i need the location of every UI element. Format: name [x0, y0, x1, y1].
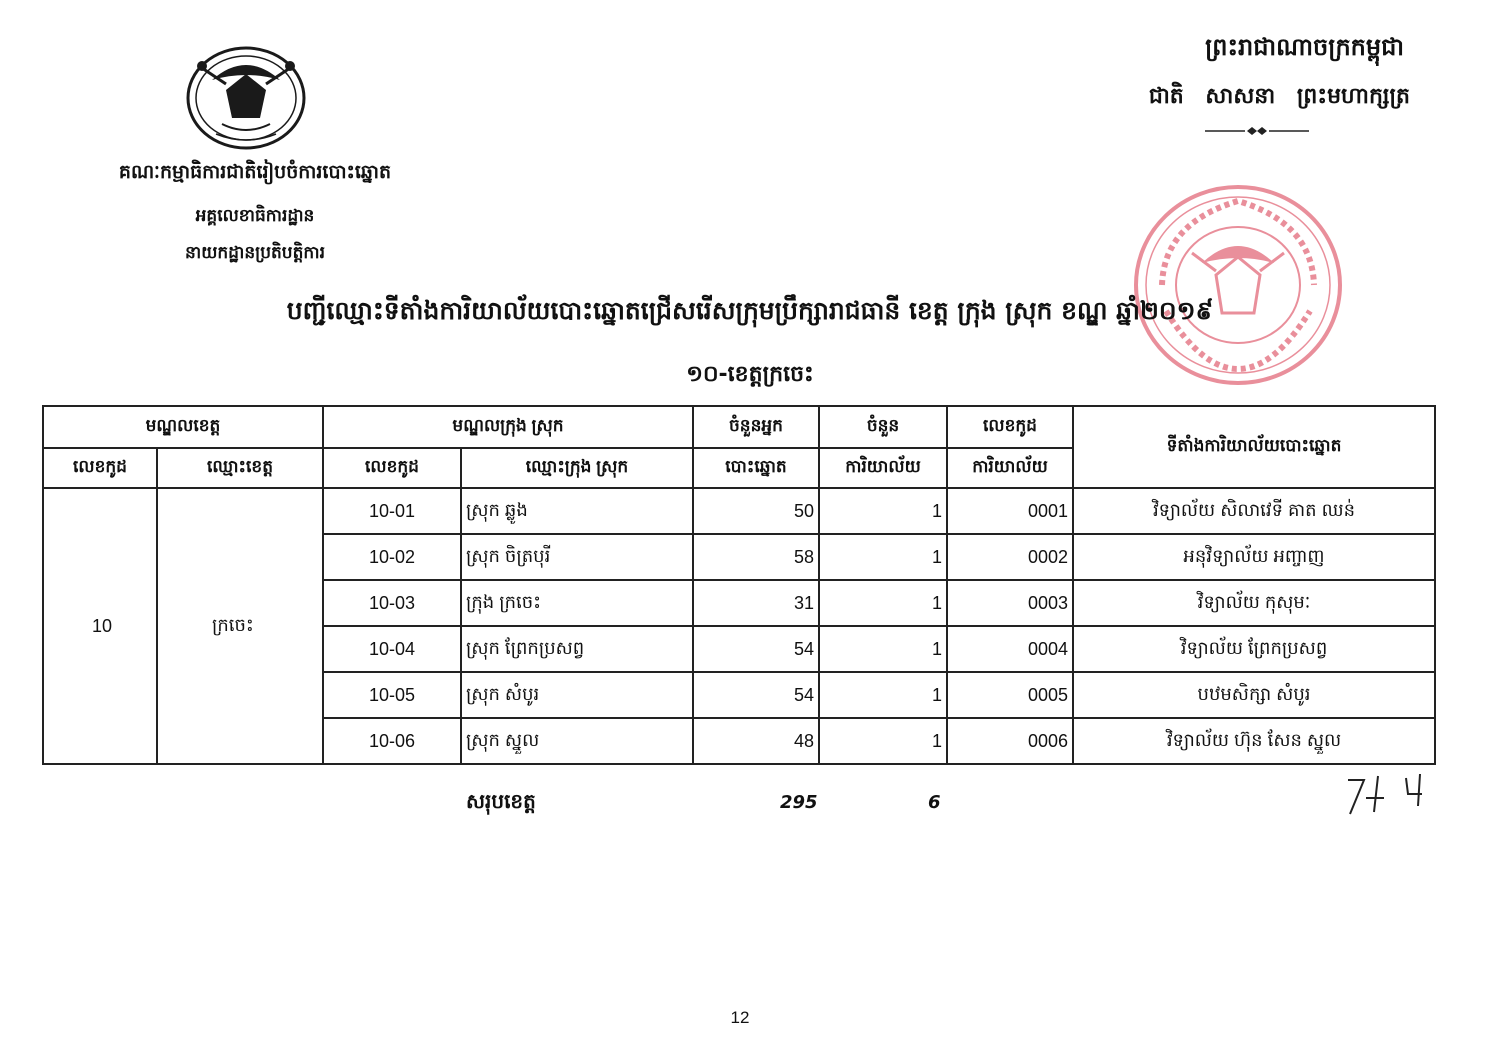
province-total-label: សរុបខេត្ត [466, 789, 536, 813]
voters-cell: 48 [693, 718, 819, 764]
header-offices-line2: ការិយាល័យ [819, 448, 947, 488]
header-district-code: លេខកូដ [323, 448, 461, 488]
province-code-cell: 10 [43, 488, 157, 764]
district-code-cell: 10-04 [323, 626, 461, 672]
header-district-center: មណ្ឌលក្រុង ស្រុក [323, 406, 693, 448]
header-office-code-line2: ការិយាល័យ [947, 448, 1073, 488]
offices-cell: 1 [819, 626, 947, 672]
office-code-cell: 0002 [947, 534, 1073, 580]
signature-initials-icon [1340, 768, 1430, 820]
nec-logo-icon [182, 40, 310, 152]
voters-cell: 58 [693, 534, 819, 580]
location-cell: អនុវិទ្យាល័យ អញ្ចាញ [1073, 534, 1435, 580]
district-name-cell: ស្រុក ព្រែកប្រសព្វ [461, 626, 693, 672]
offices-cell: 1 [819, 534, 947, 580]
org-name: គណៈកម្មាធិការជាតិរៀបចំការបោះឆ្នោត [118, 161, 392, 183]
district-code-cell: 10-01 [323, 488, 461, 534]
offices-cell: 1 [819, 718, 947, 764]
offices-cell: 1 [819, 672, 947, 718]
national-motto: ជាតិ សាសនា ព្រះមហាក្សត្រ [1148, 84, 1410, 109]
district-code-cell: 10-02 [323, 534, 461, 580]
office-code-cell: 0004 [947, 626, 1073, 672]
ornament-divider-icon [1205, 124, 1309, 138]
polling-stations-table [42, 405, 1436, 765]
voters-cell: 54 [693, 626, 819, 672]
voters-cell: 50 [693, 488, 819, 534]
department-name: នាយកដ្ឋានប្រតិបត្តិការ [185, 243, 325, 263]
official-seal-icon [1132, 183, 1344, 387]
office-code-cell: 0001 [947, 488, 1073, 534]
voters-cell: 54 [693, 672, 819, 718]
district-name-cell: ក្រុង ក្រចេះ [461, 580, 693, 626]
voters-cell: 31 [693, 580, 819, 626]
table-row [43, 488, 1435, 534]
header-location: ទីតាំងការិយាល័យបោះឆ្នោត [1073, 406, 1435, 488]
document-title: បញ្ជីឈ្មោះទីតាំងការិយាល័យបោះឆ្នោតជ្រើសរើសក្រុមប្រឹក្សារាជធានី ខេត្ត ក្រុង ស្រុក ខណ្ឌ ឆ្នាំ២០១៩ [286, 296, 1214, 325]
district-name-cell: ស្រុក ចិត្របុរី [461, 534, 693, 580]
offices-cell: 1 [819, 488, 947, 534]
header-offices-line1: ចំនួន [819, 406, 947, 448]
location-cell: វិទ្យាល័យ សិលាវេទី គាត ឈន់ [1073, 488, 1435, 534]
header-province-center: មណ្ឌលខេត្ត [43, 406, 323, 448]
location-cell: បឋមសិក្សា សំបូរ [1073, 672, 1435, 718]
header-district-name: ឈ្មោះក្រុង ស្រុក [461, 448, 693, 488]
district-name-cell: ស្រុក ស្នួល [461, 718, 693, 764]
district-name-cell: ស្រុក ឆ្លូង [461, 488, 693, 534]
header-province-code: លេខកូដ [43, 448, 157, 488]
province-subtitle: ១០-ខេត្តក្រចេះ [686, 362, 814, 387]
district-code-cell: 10-06 [323, 718, 461, 764]
offices-cell: 1 [819, 580, 947, 626]
secretariat-name: អគ្គលេខាធិការដ្ឋាន [195, 206, 315, 226]
header-voters-line2: បោះឆ្នោត [693, 448, 819, 488]
location-cell: វិទ្យាល័យ ហ៊ុន សែន ស្នួល [1073, 718, 1435, 764]
header-voters-line1: ចំនួនអ្នក [693, 406, 819, 448]
district-code-cell: 10-03 [323, 580, 461, 626]
header-province-name: ឈ្មោះខេត្ត [157, 448, 323, 488]
location-cell: វិទ្យាល័យ កុសុមៈ [1073, 580, 1435, 626]
location-cell: វិទ្យាល័យ ព្រែកប្រសព្វ [1073, 626, 1435, 672]
page-number: 12 [730, 1008, 750, 1027]
district-name-cell: ស្រុក សំបូរ [461, 672, 693, 718]
kingdom-name: ព្រះរាជាណាចក្រកម្ពុជា [1205, 33, 1404, 61]
office-code-cell: 0005 [947, 672, 1073, 718]
office-code-cell: 0006 [947, 718, 1073, 764]
district-code-cell: 10-05 [323, 672, 461, 718]
total-offices: 6 [928, 792, 941, 813]
province-name-cell: ក្រចេះ [157, 488, 323, 764]
total-voters: 295 [780, 792, 818, 813]
office-code-cell: 0003 [947, 580, 1073, 626]
header-office-code-line1: លេខកូដ [947, 406, 1073, 448]
